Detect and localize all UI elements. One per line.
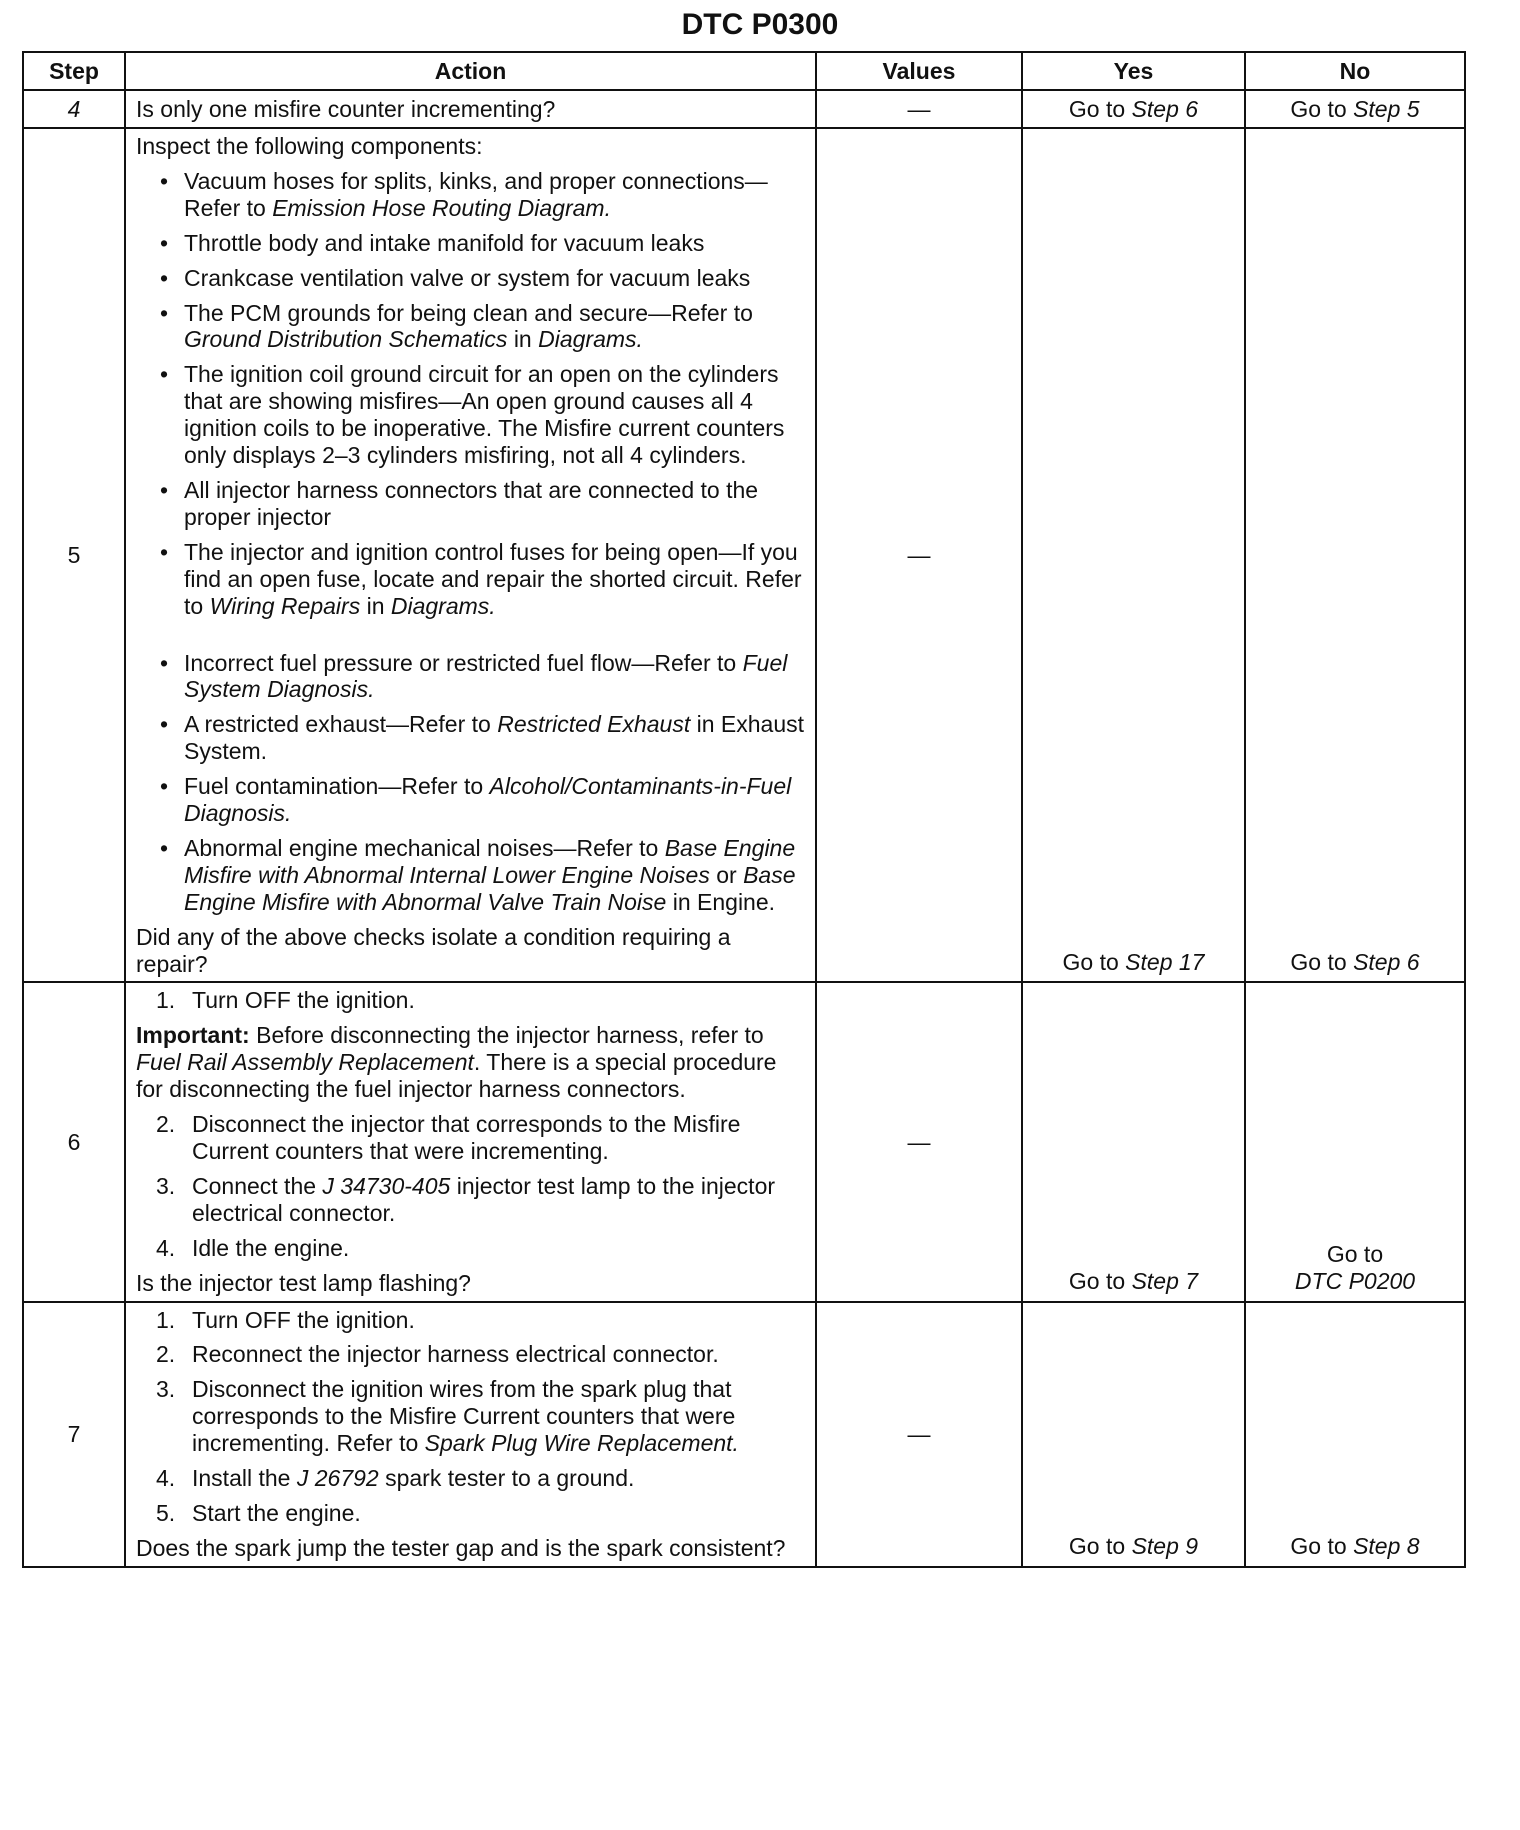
values-cell: — — [816, 982, 1022, 1301]
list-item: 1. Turn OFF the ignition. — [156, 987, 415, 1014]
no-cell: Go to DTC P0200 — [1245, 982, 1465, 1301]
list-item: 2. Reconnect the injector harness electrical connector. — [156, 1341, 719, 1368]
list-item: • All injector harness connectors that are connected to the proper injector — [160, 477, 805, 531]
action-cell — [125, 982, 816, 1301]
list-item: 4. Install the J 26792 spark tester to a ground. — [156, 1465, 635, 1492]
procedure-list — [136, 1307, 805, 1527]
list-item: • The ignition coil ground circuit for an open on the cylinders that are showing misfires—An open ground causes all 4 ignition coils to be inoperative. The Misfire current counters only displays 2–3 cylinders misfiring, not all 4 cylinders. — [160, 361, 805, 469]
table-row-step-7 — [23, 1302, 1465, 1567]
action-question: Is the injector test lamp flashing? — [136, 1269, 471, 1296]
component-list — [136, 168, 805, 916]
yes-cell: Go to Step 6 — [1022, 90, 1245, 128]
list-item: • Vacuum hoses for splits, kinks, and proper connections—Refer to Emission Hose Routing Diagram. — [160, 168, 805, 222]
step-number: 4 — [23, 90, 125, 128]
list-item: • Abnormal engine mechanical noises—Refer to Base Engine Misfire with Abnormal Internal Lower Engine Noises or Base Engine Misfire with Abnormal Valve Train Noise in Engine. — [160, 835, 805, 916]
list-item: 2. Disconnect the injector that corresponds to the Misfire Current counters that were incrementing. — [156, 1111, 741, 1164]
list-item: • The injector and ignition control fuses for being open—If you find an open fuse, locate and repair the shorted circuit. Refer to Wiring Repairs in Diagrams. — [160, 539, 805, 620]
header-yes: Yes — [1022, 52, 1245, 90]
action-cell — [125, 1302, 816, 1567]
action-cell — [125, 128, 816, 982]
values-cell: — — [816, 1302, 1022, 1567]
header-values: Values — [816, 52, 1022, 90]
yes-cell: Go to Step 7 — [1022, 982, 1245, 1301]
yes-cell: Go to Step 17 — [1022, 128, 1245, 982]
header-no: No — [1245, 52, 1465, 90]
step-number: 7 — [23, 1302, 125, 1567]
action-question: Did any of the above checks isolate a condition requiring a repair? — [136, 923, 731, 977]
header-row — [23, 52, 1465, 90]
action-cell: Is only one misfire counter incrementing? — [125, 90, 816, 128]
step-number: 6 — [23, 982, 125, 1301]
list-item: 4. Idle the engine. — [156, 1234, 350, 1261]
list-item: 3. Disconnect the ignition wires from the spark plug that corresponds to the Misfire Current counters that were incrementing. Refer to Spark Plug Wire Replacement. — [156, 1376, 739, 1457]
list-item: • Fuel contamination—Refer to Alcohol/Contaminants-in-Fuel Diagnosis. — [160, 773, 805, 827]
values-cell: — — [816, 128, 1022, 982]
step-number: 5 — [23, 128, 125, 982]
no-cell: Go to Step 6 — [1245, 128, 1465, 982]
page-title: DTC P0300 — [681, 8, 839, 41]
table-row-step-5 — [23, 128, 1465, 982]
list-item: • Incorrect fuel pressure or restricted fuel flow—Refer to Fuel System Diagnosis. — [160, 650, 805, 704]
action-intro: Inspect the following components: — [136, 133, 483, 159]
list-item: • Throttle body and intake manifold for vacuum leaks — [160, 230, 805, 257]
no-cell: Go to Step 8 — [1245, 1302, 1465, 1567]
yes-cell: Go to Step 9 — [1022, 1302, 1245, 1567]
no-cell: Go to Step 5 — [1245, 90, 1465, 128]
list-item: 5. Start the engine. — [156, 1499, 361, 1526]
action-question: Does the spark jump the tester gap and is the spark consistent? — [136, 1534, 786, 1561]
diagnostic-table — [22, 51, 1466, 1568]
header-action: Action — [125, 52, 816, 90]
header-step: Step — [23, 52, 125, 90]
list-item: • A restricted exhaust—Refer to Restricted Exhaust in Exhaust System. — [160, 711, 805, 765]
list-item: • Crankcase ventilation valve or system for vacuum leaks — [160, 265, 805, 292]
list-item: • The PCM grounds for being clean and secure—Refer to Ground Distribution Schematics in Diagrams. — [160, 300, 805, 354]
procedure-list — [136, 987, 805, 1014]
table-row-step-6 — [23, 982, 1465, 1301]
values-cell: — — [816, 90, 1022, 128]
list-item: 1. Turn OFF the ignition. — [156, 1306, 415, 1333]
important-note: Important: Before disconnecting the injector harness, refer to Fuel Rail Assembly Replacement. There is a special procedure for disconnecting the fuel injector harness connectors. — [136, 1022, 777, 1103]
table-row-step-4 — [23, 90, 1465, 128]
list-item: 3. Connect the J 34730-405 injector test lamp to the injector electrical connector. — [156, 1172, 776, 1226]
procedure-list — [136, 1111, 805, 1262]
